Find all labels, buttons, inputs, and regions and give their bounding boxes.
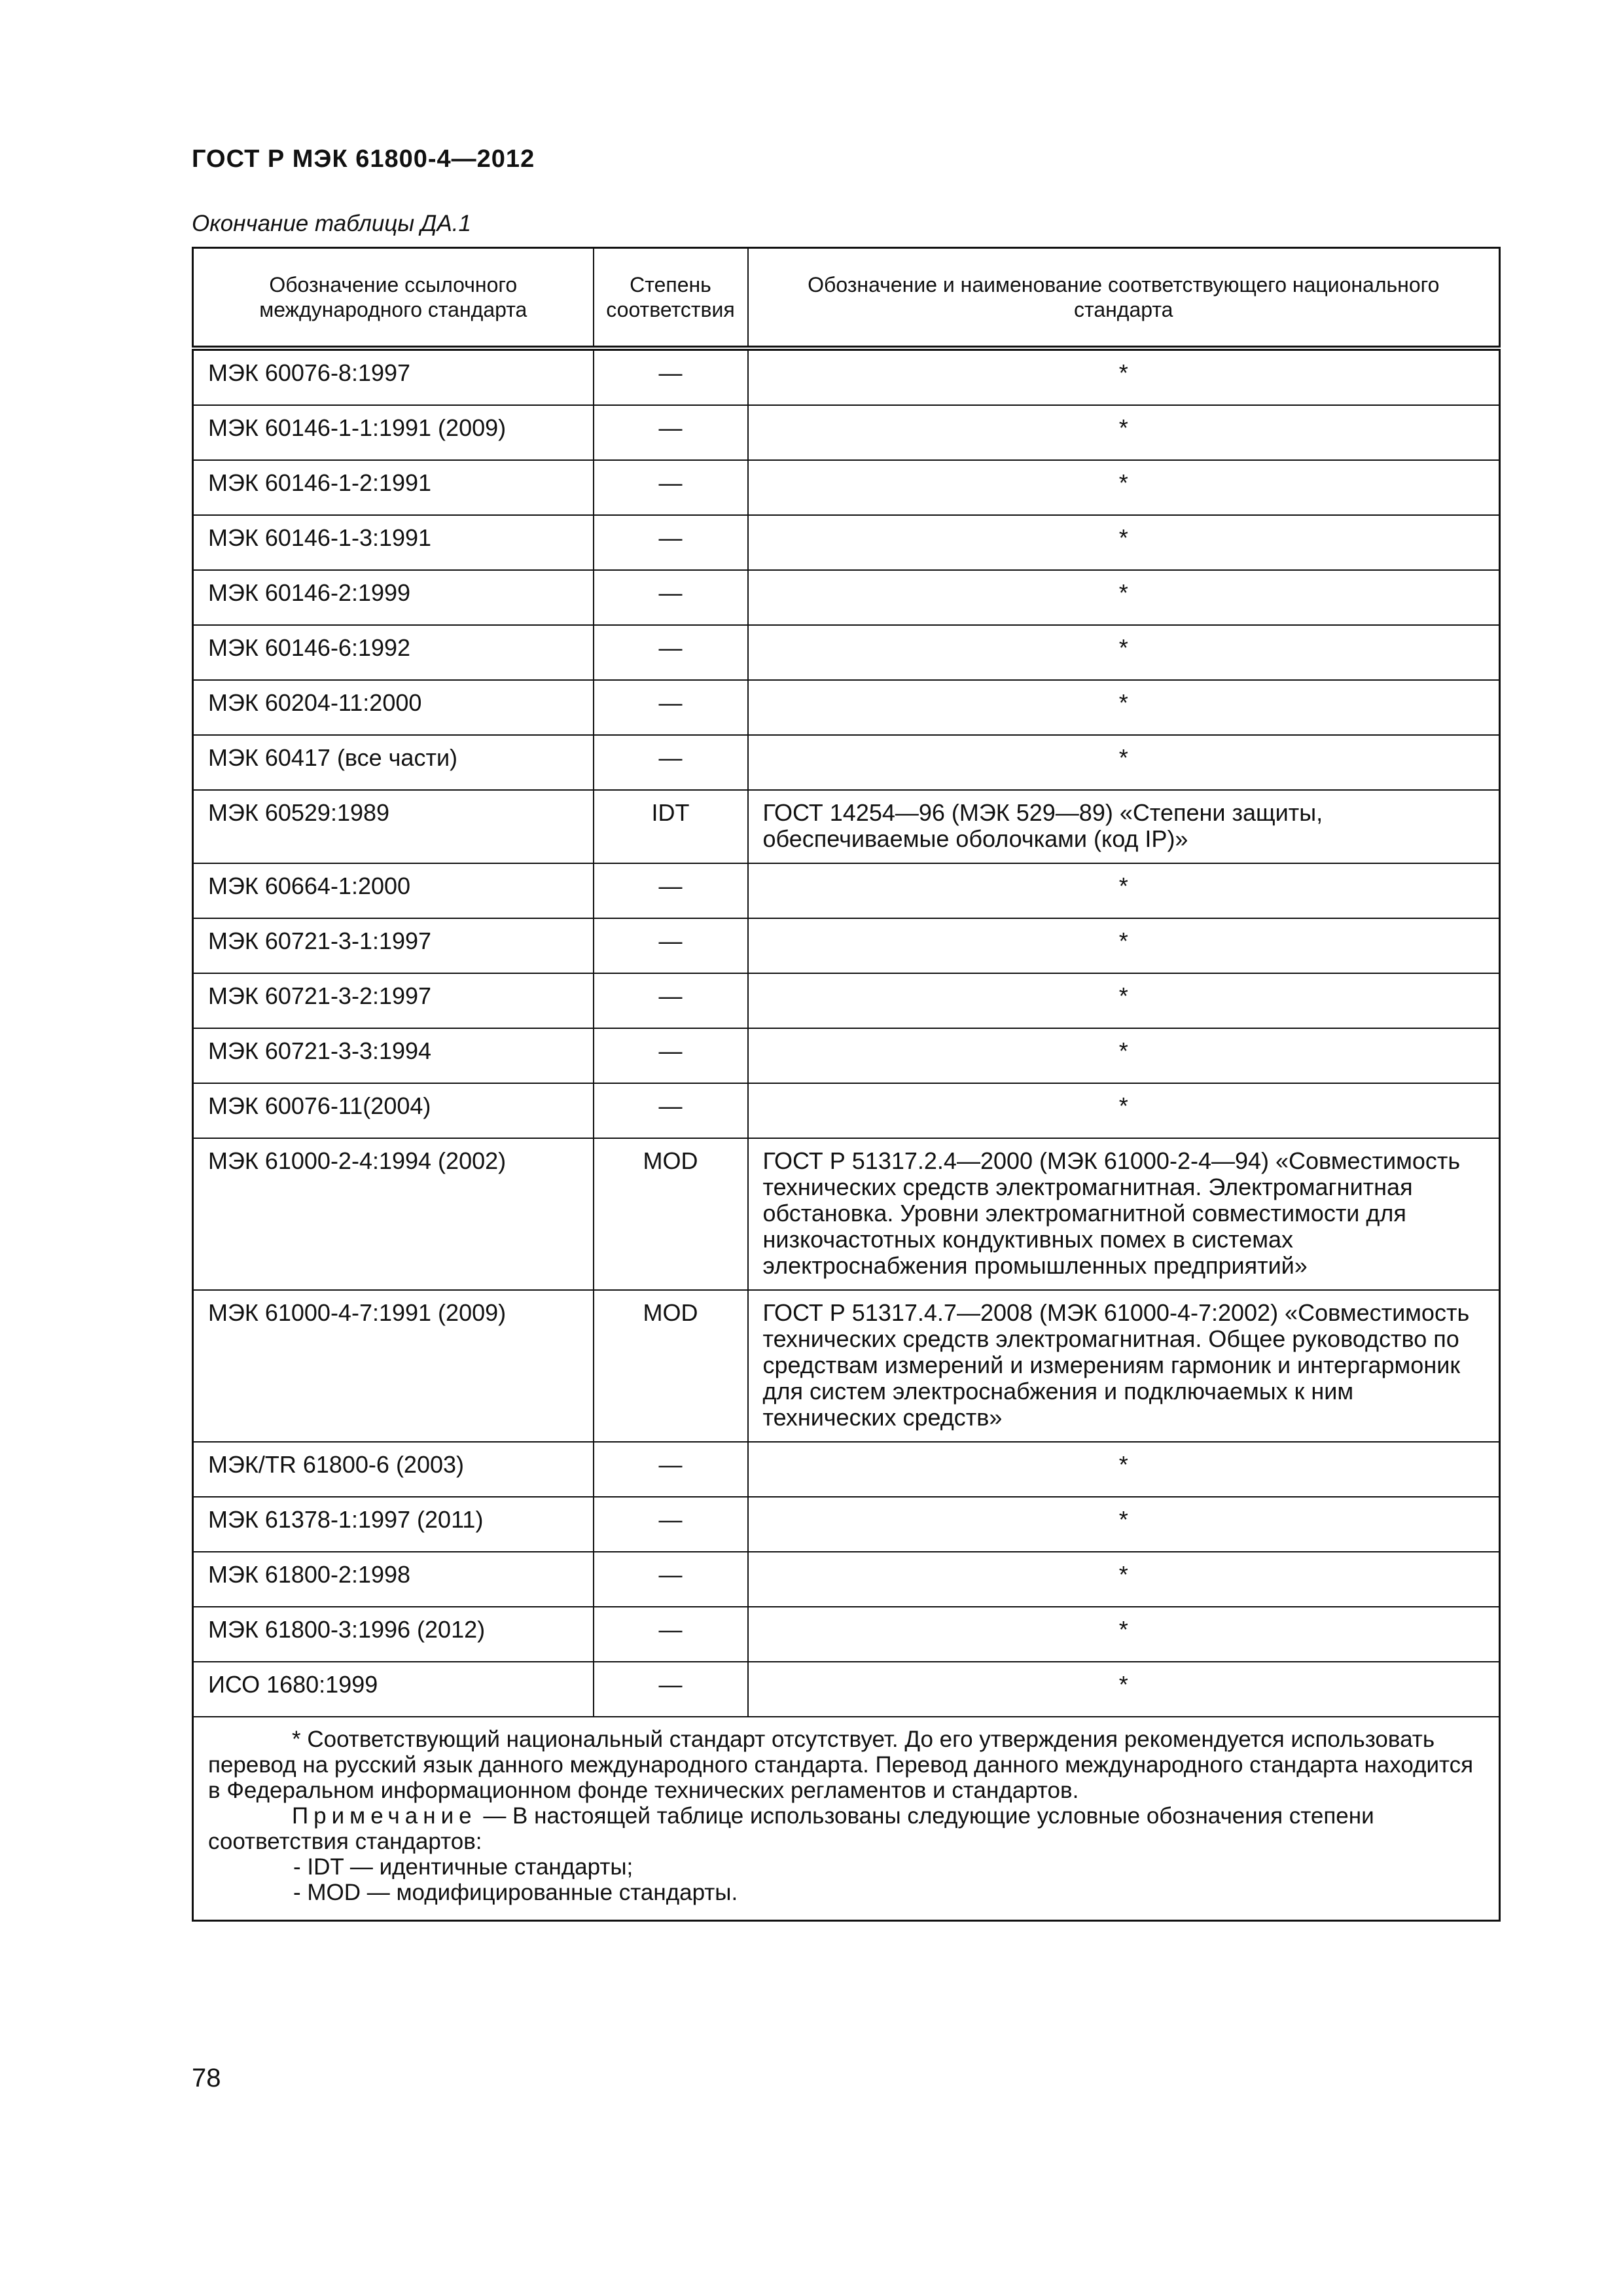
table-row xyxy=(193,625,1500,680)
reference-cell: МЭК 61000-4-7:1991 (2009) xyxy=(193,1290,594,1442)
table-note xyxy=(208,1803,1484,1854)
table-row xyxy=(193,460,1500,515)
degree-cell: — xyxy=(594,973,748,1028)
table-row xyxy=(193,1662,1500,1717)
table-row xyxy=(193,1083,1500,1138)
reference-cell: МЭК 60721-3-2:1997 xyxy=(193,973,594,1028)
national-standard-cell: * xyxy=(748,680,1500,735)
table-row xyxy=(193,790,1500,863)
national-standard-cell: ГОСТ Р 51317.2.4—2000 (МЭК 61000-2-4—94) «Совместимость технических средств электромагнитная. Электромагнитная обстановка. Уровни электромагнитной совместимости для низкочастотных кондуктивных помех в системах электроснабжения промышленных предприятий» xyxy=(748,1138,1500,1290)
table-row xyxy=(193,1138,1500,1290)
national-standard-cell: * xyxy=(748,515,1500,570)
reference-cell: МЭК 60076-11(2004) xyxy=(193,1083,594,1138)
table-footnote-row xyxy=(193,1717,1500,1921)
reference-cell: МЭК 60721-3-1:1997 xyxy=(193,918,594,973)
page-number: 78 xyxy=(192,2064,221,2092)
reference-cell: МЭК/TR 61800-6 (2003) xyxy=(193,1442,594,1497)
degree-cell: — xyxy=(594,625,748,680)
national-standard-cell: * xyxy=(748,405,1500,460)
reference-cell: МЭК 61378-1:1997 (2011) xyxy=(193,1497,594,1552)
table-caption: Окончание таблицы ДА.1 xyxy=(192,211,471,236)
table-row xyxy=(193,1607,1500,1662)
table-row xyxy=(193,680,1500,735)
table-footnote xyxy=(193,1717,1500,1921)
reference-cell: МЭК 60146-1-3:1991 xyxy=(193,515,594,570)
reference-cell: ИСО 1680:1999 xyxy=(193,1662,594,1717)
note-label: Примечание xyxy=(292,1803,477,1829)
national-standard-cell: ГОСТ 14254—96 (МЭК 529—89) «Степени защиты, обеспечиваемые оболочками (код IP)» xyxy=(748,790,1500,863)
degree-cell: — xyxy=(594,405,748,460)
degree-cell: — xyxy=(594,460,748,515)
document-header: ГОСТ Р МЭК 61800-4—2012 xyxy=(192,145,535,173)
degree-cell: — xyxy=(594,918,748,973)
note-text: — В настоящей таблице использованы следующие условные обозначения степени соответствия стандартов: xyxy=(208,1803,1374,1854)
reference-cell: МЭК 61000-2-4:1994 (2002) xyxy=(193,1138,594,1290)
note-item-idt: - IDT — идентичные стандарты; xyxy=(293,1854,633,1880)
national-standard-cell: * xyxy=(748,570,1500,625)
national-standard-cell: * xyxy=(748,460,1500,515)
degree-cell: — xyxy=(594,1662,748,1717)
degree-cell: — xyxy=(594,348,748,405)
degree-cell: — xyxy=(594,515,748,570)
national-standard-cell: * xyxy=(748,1442,1500,1497)
degree-cell: — xyxy=(594,1083,748,1138)
degree-cell: MOD xyxy=(594,1290,748,1442)
degree-cell: — xyxy=(594,1497,748,1552)
national-standard-cell: * xyxy=(748,1662,1500,1717)
national-standard-cell: * xyxy=(748,918,1500,973)
reference-cell: МЭК 60721-3-3:1994 xyxy=(193,1028,594,1083)
reference-cell: МЭК 60417 (все части) xyxy=(193,735,594,790)
reference-cell: МЭК 60146-2:1999 xyxy=(193,570,594,625)
national-standard-cell: * xyxy=(748,348,1500,405)
reference-cell: МЭК 60076-8:1997 xyxy=(193,348,594,405)
national-standard-cell: * xyxy=(748,1028,1500,1083)
asterisk-footnote: * Соответствующий национальный стандарт отсутствует. До его утверждения рекомендуется использовать перевод на русский язык данного международного стандарта. Перевод данного международного стандарта находится в Федеральном информационном фонде технических регламентов и стандартов. xyxy=(208,1727,1474,1803)
national-standard-cell: * xyxy=(748,625,1500,680)
column-header-degree: Степень соответствия xyxy=(594,248,748,349)
table-row xyxy=(193,405,1500,460)
table-row xyxy=(193,570,1500,625)
table-row xyxy=(193,918,1500,973)
column-header-reference: Обозначение ссылочного международного стандарта xyxy=(193,248,594,349)
national-standard-cell: * xyxy=(748,1607,1500,1662)
degree-cell: — xyxy=(594,1607,748,1662)
table-row xyxy=(193,1442,1500,1497)
reference-cell: МЭК 61800-2:1998 xyxy=(193,1552,594,1607)
reference-cell: МЭК 60529:1989 xyxy=(193,790,594,863)
degree-cell: — xyxy=(594,1028,748,1083)
national-standard-cell: * xyxy=(748,1552,1500,1607)
degree-cell: — xyxy=(594,680,748,735)
table-row xyxy=(193,863,1500,918)
degree-cell: — xyxy=(594,1552,748,1607)
reference-cell: МЭК 60664-1:2000 xyxy=(193,863,594,918)
standards-table xyxy=(192,247,1501,1922)
table-row xyxy=(193,1290,1500,1442)
note-item-mod: - MOD — модифицированные стандарты. xyxy=(293,1880,738,1905)
national-standard-cell: ГОСТ Р 51317.4.7—2008 (МЭК 61000-4-7:2002) «Совместимость технических средств электромагнитная. Общее руководство по средствам измерений и измерениям гармоник и интергармоник для систем электроснабжения и подключаемых к ним технических средств» xyxy=(748,1290,1500,1442)
table-row xyxy=(193,515,1500,570)
national-standard-cell: * xyxy=(748,863,1500,918)
reference-cell: МЭК 60146-1-2:1991 xyxy=(193,460,594,515)
degree-cell: — xyxy=(594,863,748,918)
national-standard-cell: * xyxy=(748,1497,1500,1552)
table-row xyxy=(193,1028,1500,1083)
reference-cell: МЭК 61800-3:1996 (2012) xyxy=(193,1607,594,1662)
degree-cell: — xyxy=(594,570,748,625)
column-header-national: Обозначение и наименование соответствующего национального стандарта xyxy=(748,248,1500,349)
national-standard-cell: * xyxy=(748,1083,1500,1138)
degree-cell: MOD xyxy=(594,1138,748,1290)
national-standard-cell: * xyxy=(748,973,1500,1028)
table-row xyxy=(193,1552,1500,1607)
reference-cell: МЭК 60146-1-1:1991 (2009) xyxy=(193,405,594,460)
degree-cell: IDT xyxy=(594,790,748,863)
degree-cell: — xyxy=(594,735,748,790)
table-row xyxy=(193,973,1500,1028)
table-header-row xyxy=(193,248,1500,349)
table-row xyxy=(193,348,1500,405)
degree-cell: — xyxy=(594,1442,748,1497)
reference-cell: МЭК 60204-11:2000 xyxy=(193,680,594,735)
table-row xyxy=(193,735,1500,790)
reference-cell: МЭК 60146-6:1992 xyxy=(193,625,594,680)
national-standard-cell: * xyxy=(748,735,1500,790)
table-row xyxy=(193,1497,1500,1552)
